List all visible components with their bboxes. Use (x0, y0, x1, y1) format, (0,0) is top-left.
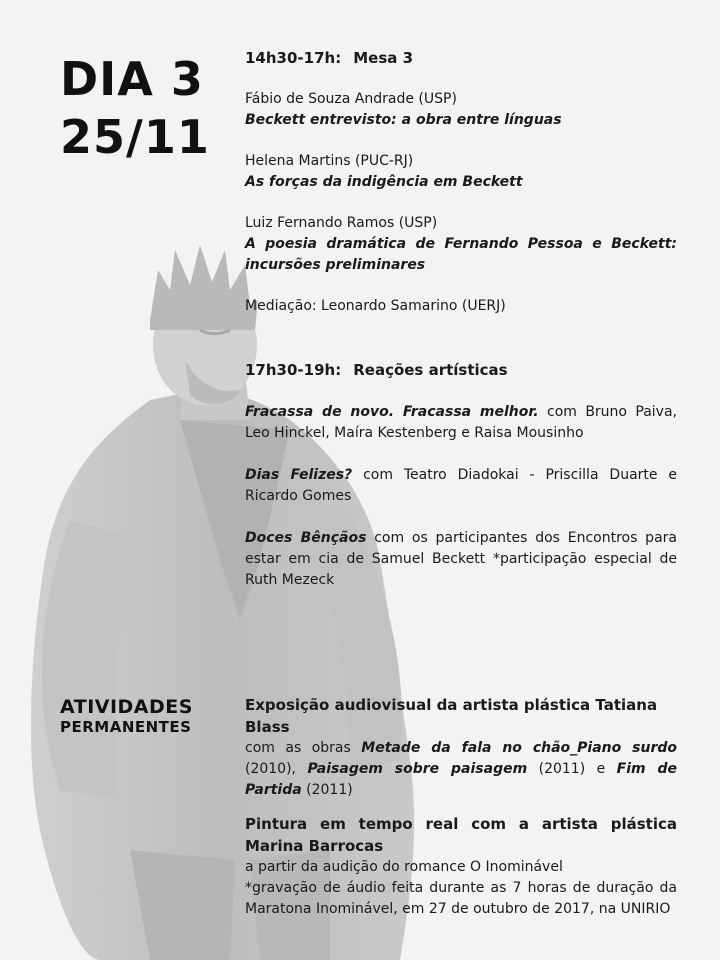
expo-text: (2011) e (527, 761, 617, 777)
permanent-activities (245, 694, 677, 920)
expo-text: (2010), (245, 761, 308, 777)
performance-item (245, 528, 677, 591)
reacoes-title: Reações artísticas (353, 361, 508, 379)
day-heading (60, 50, 210, 166)
performance-title: Fracassa de novo. Fracassa melhor. (245, 404, 539, 420)
day-date: 25/11 (60, 110, 210, 164)
mesa-heading (245, 48, 677, 69)
mediation: Mediação: Leonardo Samarino (UERJ) (245, 298, 506, 314)
performance-credits: com Bruno Paiva, Leo Hinckel, Maíra Kestenberg e Raisa Mousinho (245, 404, 677, 441)
permanent-label-line1: ATIVIDADES (60, 696, 193, 718)
performance-item (245, 465, 677, 507)
pintura-note: *gravação de áudio feita durante as 7 horas de duração da Maratona Inominável, em 27 de outubro de 2017, na UNIRIO (245, 880, 677, 917)
performance-title: Doces Bênçãos (245, 530, 367, 546)
talk-speaker: Luiz Fernando Ramos (USP) (245, 215, 438, 231)
talk-speaker: Helena Martins (PUC-RJ) (245, 153, 414, 169)
talk-item (245, 89, 677, 131)
mesa-title: Mesa 3 (353, 49, 414, 67)
pintura-line: a partir da audição do romance O Inominável (245, 859, 563, 875)
work-title: Metade da fala no chão_Piano surdo (361, 740, 677, 756)
pintura-heading: Pintura em tempo real com a artista plástica Marina Barrocas (245, 815, 677, 855)
reacoes-heading (245, 360, 677, 381)
reacoes-time: 17h30-19h: (245, 361, 342, 379)
talk-speaker: Fábio de Souza Andrade (USP) (245, 91, 457, 107)
talk-title: A poesia dramática de Fernando Pessoa e Beckett: incursões preliminares (245, 236, 677, 273)
performance-credits: com Teatro Diadokai - Priscilla Duarte e Ricardo Gomes (245, 467, 677, 504)
program-content (245, 48, 677, 591)
talk-item (245, 151, 677, 193)
talk-title: Beckett entrevisto: a obra entre línguas (245, 112, 562, 128)
pintura-block (245, 813, 677, 920)
permanent-activities-label (60, 696, 193, 736)
expo-heading: Exposição audiovisual da artista plástica Tatiana Blass (245, 696, 658, 736)
performance-credits: com os participantes dos Encontros para estar em cia de Samuel Beckett *participação especial de Ruth Mezeck (245, 530, 677, 588)
expo-description (245, 738, 677, 801)
day-number: DIA 3 (60, 52, 204, 106)
talk-title: As forças da indigência em Beckett (245, 174, 523, 190)
performance-item (245, 402, 677, 444)
talk-item (245, 213, 677, 276)
performance-title: Dias Felizes? (245, 467, 353, 483)
work-title: Fim de Partida (245, 761, 677, 798)
mesa-time: 14h30-17h: (245, 49, 342, 67)
permanent-label-line2: PERMANENTES (60, 718, 192, 736)
expo-text: (2011) (301, 782, 353, 798)
expo-text: com as obras (245, 740, 362, 756)
work-title: Paisagem sobre paisagem (307, 761, 528, 777)
